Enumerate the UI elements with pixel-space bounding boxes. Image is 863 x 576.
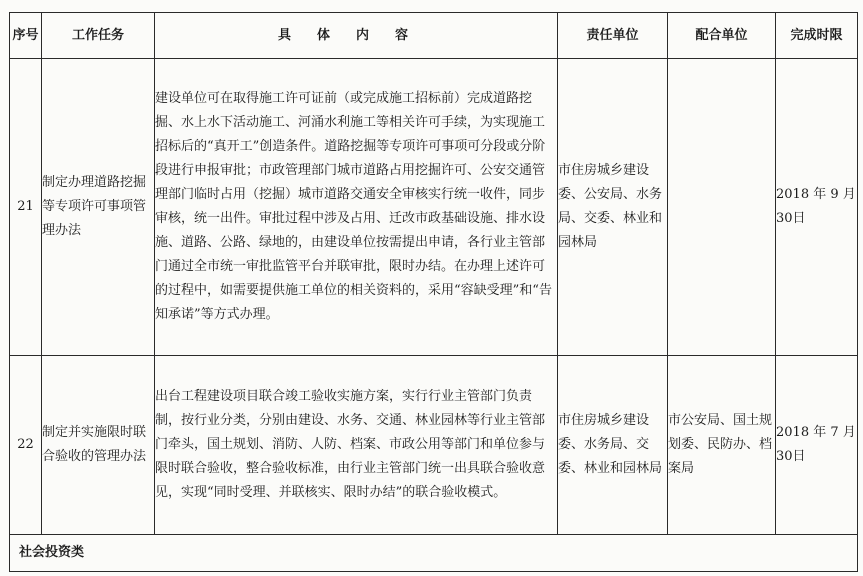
row-cooperating: 市公安局、国土规划委、民防办、档案局 [668,356,776,535]
header-content: 具体内容 [155,13,558,59]
row-deadline: 2018 年 7 月30日 [776,356,858,535]
row-responsible: 市住房城乡建设委、公安局、水务局、交委、林业和园林局 [558,59,668,356]
row-cooperating [668,59,776,356]
row-task: 制定并实施限时联合验收的管理办法 [42,356,155,535]
row-responsible: 市住房城乡建设委、水务局、交委、林业和园林局 [558,356,668,535]
row-deadline: 2018 年 9 月30日 [776,59,858,356]
header-num: 序号 [10,13,42,59]
header-deadline: 完成时限 [776,13,858,59]
row-task: 制定办理道路挖掘等专项许可事项管理办法 [42,59,155,356]
category-label: 社会投资类 [10,535,858,572]
row-content: 建设单位可在取得施工许可证前（或完成施工招标前）完成道路挖掘、水上水下活动施工、河涌水利施工等相关许可手续，为实现施工招标后的“真开工”创造条件。道路挖掘等专项许可事项可分段或分阶段进行申报审批；市政管理部门城市道路占用挖掘许可、公安交通管理部门临时占用（挖掘）城市道路交通安全审核实行统一收件，同步审核，统一出件。审批过程中涉及占用、迁改市政基础设施、排水设施、道路、公路、绿地的，由建设单位按需提出申请，各行业主管部门通过全市统一审批监管平台并联审批，限时办结。在办理上述许可的过程中，如需要提供施工单位的相关资料的，采用“容缺受理”和“告知承诺”等方式办理。 [155,59,558,356]
header-task: 工作任务 [42,13,155,59]
header-responsible: 责任单位 [558,13,668,59]
header-row [10,13,858,59]
category-row [10,535,858,572]
row-content: 出台工程建设项目联合竣工验收实施方案，实行行业主管部门负责制，按行业分类，分别由建设、水务、交通、林业园林等行业主管部门牵头，国土规划、消防、人防、档案、市政公用等部门和单位参与限时联合验收，整合验收标准，由行业主管部门统一出具联合验收意见，实现“同时受理、并联核实、限时办结”的联合验收模式。 [155,356,558,535]
table-row [10,59,858,356]
header-cooperating: 配合单位 [668,13,776,59]
row-number: 21 [10,59,42,356]
task-table [9,12,858,572]
table-row [10,356,858,535]
row-number: 22 [10,356,42,535]
